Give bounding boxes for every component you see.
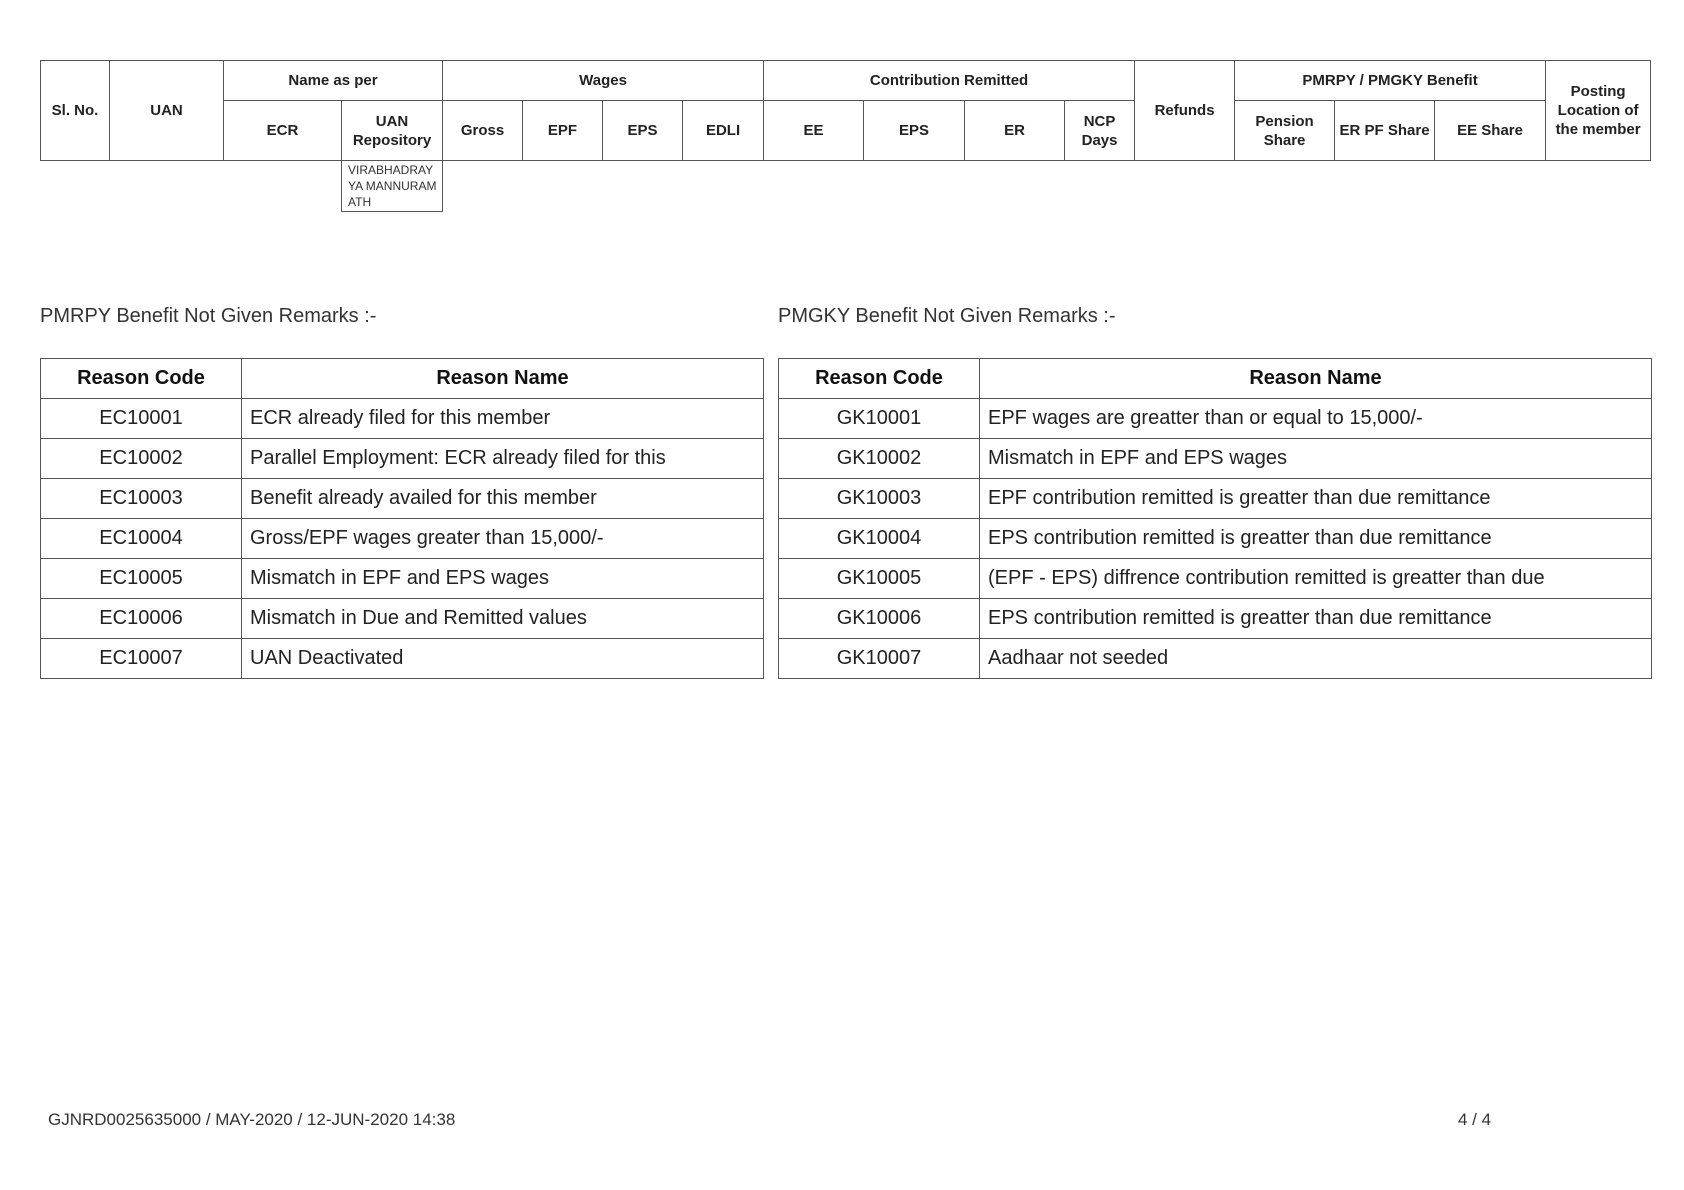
- table-row: [779, 479, 1652, 519]
- reason-code: EC10001: [41, 399, 242, 439]
- reason-name: Gross/EPF wages greater than 15,000/-: [242, 519, 764, 559]
- pmrpy-col-reason-name: Reason Name: [242, 359, 764, 399]
- table-row: [779, 519, 1652, 559]
- header-ecr: ECR: [224, 101, 342, 161]
- header-name-as-per: Name as per: [224, 61, 443, 101]
- header-gross: Gross: [443, 101, 523, 161]
- member-row: [41, 161, 1651, 212]
- header-pension-share: Pension Share: [1235, 101, 1335, 161]
- reason-code: EC10005: [41, 559, 242, 599]
- header-epf: EPF: [523, 101, 603, 161]
- reason-name: Mismatch in EPF and EPS wages: [242, 559, 764, 599]
- page-number: 4 / 4: [1458, 1110, 1492, 1129]
- pmgky-remarks-title: PMGKY Benefit Not Given Remarks :-: [778, 305, 1116, 327]
- header-er: ER: [965, 101, 1065, 161]
- header-wages: Wages: [443, 61, 764, 101]
- table-row: [779, 639, 1652, 679]
- header-contribution-remitted: Contribution Remitted: [764, 61, 1135, 101]
- reason-code: GK10007: [779, 639, 980, 679]
- pmgky-col-reason-name: Reason Name: [980, 359, 1652, 399]
- pmgky-reason-table: [778, 358, 1652, 679]
- reason-name: Mismatch in Due and Remitted values: [242, 599, 764, 639]
- table-row: [41, 639, 764, 679]
- header-ee: EE: [764, 101, 864, 161]
- reason-name: UAN Deactivated: [242, 639, 764, 679]
- header-ncp-days: NCP Days: [1065, 101, 1135, 161]
- reason-name: Mismatch in EPF and EPS wages: [980, 439, 1652, 479]
- header-uan: UAN: [110, 61, 224, 161]
- reason-name: EPS contribution remitted is greatter than due remittance: [980, 599, 1652, 639]
- reason-code: EC10002: [41, 439, 242, 479]
- pmgky-col-reason-code: Reason Code: [779, 359, 980, 399]
- reason-code: EC10003: [41, 479, 242, 519]
- reason-code: GK10001: [779, 399, 980, 439]
- reason-name: EPS contribution remitted is greatter than due remittance: [980, 519, 1652, 559]
- reason-name: Aadhaar not seeded: [980, 639, 1652, 679]
- header-refunds: Refunds: [1135, 61, 1235, 161]
- pmrpy-col-reason-code: Reason Code: [41, 359, 242, 399]
- header-sl-no: Sl. No.: [41, 61, 110, 161]
- table-row: [41, 519, 764, 559]
- header-eps-contribution: EPS: [864, 101, 965, 161]
- table-row: [41, 439, 764, 479]
- header-uan-repository: UAN Repository: [342, 101, 443, 161]
- table-row: [41, 599, 764, 639]
- table-row: [41, 479, 764, 519]
- reason-name: EPF wages are greatter than or equal to 15,000/-: [980, 399, 1652, 439]
- table-row: [779, 439, 1652, 479]
- header-pmrpy-pmgky-benefit: PMRPY / PMGKY Benefit: [1235, 61, 1546, 101]
- reason-name: Parallel Employment: ECR already filed for this: [242, 439, 764, 479]
- header-edli: EDLI: [683, 101, 764, 161]
- reason-code: GK10006: [779, 599, 980, 639]
- reason-name: Benefit already availed for this member: [242, 479, 764, 519]
- reason-code: EC10004: [41, 519, 242, 559]
- reason-name: ECR already filed for this member: [242, 399, 764, 439]
- header-er-pf-share: ER PF Share: [1335, 101, 1435, 161]
- uan-repository-name: VIRABHADRAYYA MANNURAMATH: [342, 161, 443, 212]
- reason-code: GK10004: [779, 519, 980, 559]
- reason-name: (EPF - EPS) diffrence contribution remitted is greatter than due: [980, 559, 1652, 599]
- table-row: [41, 399, 764, 439]
- reason-code: GK10002: [779, 439, 980, 479]
- contribution-table: [40, 60, 1651, 212]
- table-row: [41, 559, 764, 599]
- table-row: [779, 399, 1652, 439]
- pmrpy-remarks-title: PMRPY Benefit Not Given Remarks :-: [40, 305, 377, 327]
- pmrpy-reason-table: [40, 358, 764, 679]
- header-eps: EPS: [603, 101, 683, 161]
- table-row: [779, 599, 1652, 639]
- header-ee-share: EE Share: [1435, 101, 1546, 161]
- table-row: [779, 559, 1652, 599]
- footer-reference: GJNRD0025635000 / MAY-2020 / 12-JUN-2020 14:38: [48, 1110, 456, 1129]
- reason-code: GK10005: [779, 559, 980, 599]
- header-posting-location: Posting Location of the member: [1546, 61, 1651, 161]
- reason-name: EPF contribution remitted is greatter than due remittance: [980, 479, 1652, 519]
- reason-code: EC10007: [41, 639, 242, 679]
- reason-code: EC10006: [41, 599, 242, 639]
- reason-code: GK10003: [779, 479, 980, 519]
